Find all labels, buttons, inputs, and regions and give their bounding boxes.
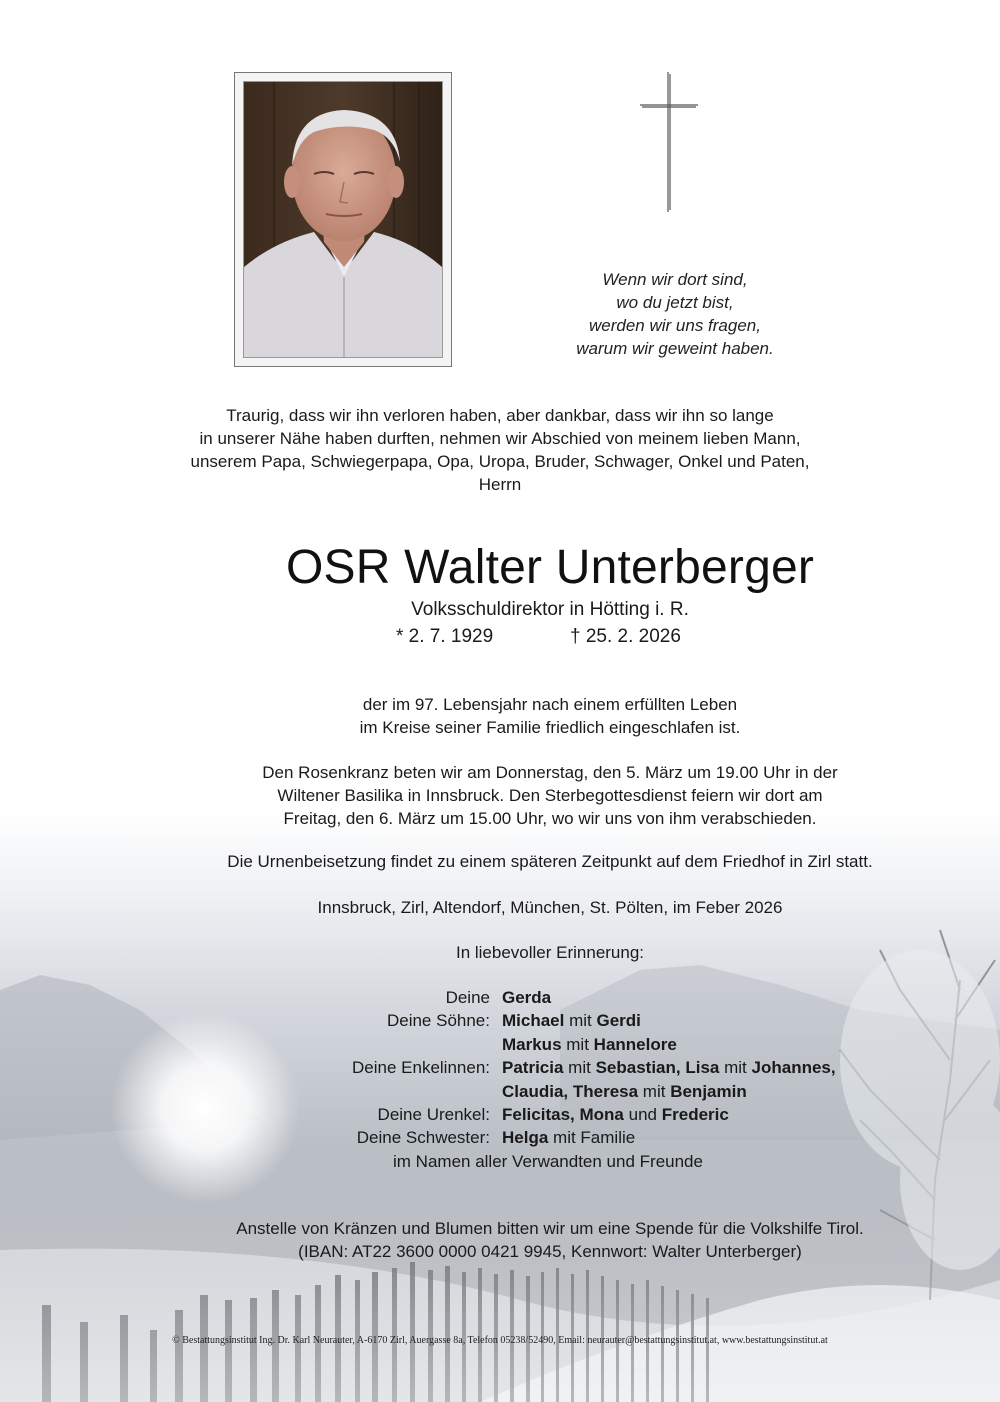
deceased-name: OSR Walter Unterberger xyxy=(285,541,815,594)
deceased-title: Volksschuldirektor in Hötting i. R. xyxy=(411,599,689,620)
death-date: † 25. 2. 2026 xyxy=(570,626,681,647)
services-line: Wiltener Basilika in Innsbruck. Den Sterbegottesdienst feiern wir dort am xyxy=(277,786,823,805)
family-member: Gerda xyxy=(502,988,552,1007)
poem-line: werden wir uns fragen, xyxy=(589,316,761,335)
family-row-grandchildren: Deine Enkelinnen: Patricia mit Sebastian, Lisa mit Johannes, xyxy=(0,1056,1000,1079)
family-member: Felicitas xyxy=(502,1104,571,1124)
family-row-wife xyxy=(0,986,1000,1009)
family-member: Mona xyxy=(579,1104,624,1124)
family-member: Helga xyxy=(502,1128,549,1148)
poem-line: warum wir geweint haben. xyxy=(576,339,774,358)
portrait-photo-frame xyxy=(234,72,452,367)
family-row-sons-2 xyxy=(0,1033,1000,1056)
connector: mit xyxy=(569,1011,592,1031)
connector: mit xyxy=(566,1034,589,1054)
urn-burial-text: Die Urnenbeisetzung findet zu einem späteren Zeitpunkt auf dem Friedhof in Zirl statt. xyxy=(227,852,873,871)
connector: mit Familie xyxy=(553,1128,636,1148)
connector: mit xyxy=(724,1058,747,1078)
cross-icon xyxy=(636,70,702,214)
family-member: Sebastian xyxy=(595,1058,676,1078)
services-line: Den Rosenkranz beten wir am Donnerstag, den 5. März um 19.00 Uhr in der xyxy=(262,763,838,782)
family-member: Theresa xyxy=(572,1081,639,1101)
family-member: Claudia xyxy=(502,1081,564,1101)
poem-line: wo du jetzt bist, xyxy=(616,293,734,312)
passing-line: der im 97. Lebensjahr nach einem erfüllten Leben xyxy=(362,695,738,714)
funeral-home-footer: © Bestattungsinstitut Ing. Dr. Karl Neurauter, A-6170 Zirl, Auergasse 8a, Telefon 05238/52490, Email: neurauter@bestattungsinstitut.at, www.bestattungsinstitut.at xyxy=(172,1335,828,1346)
family-row-grandchildren-2: Claudia, Theresa mit Benjamin xyxy=(502,1081,747,1101)
family-closing: im Namen aller Verwandten und Freunde xyxy=(393,1151,703,1171)
family-member: Benjamin xyxy=(670,1081,747,1101)
family-member: Gerdi xyxy=(596,1011,641,1031)
intro-line: Herrn xyxy=(478,475,522,494)
services-line: Freitag, den 6. März um 15.00 Uhr, wo wir uns von ihm verabschieden. xyxy=(283,809,817,828)
donation-request xyxy=(100,1217,1000,1263)
poem-line: Wenn wir dort sind, xyxy=(602,270,748,289)
portrait-photo xyxy=(243,81,443,358)
family-label: Deine Urenkel: xyxy=(377,1104,490,1124)
family-member: Patricia xyxy=(502,1058,564,1078)
connector: und xyxy=(628,1104,657,1124)
family-member: Johannes xyxy=(751,1058,831,1078)
family-member: Lisa xyxy=(685,1058,720,1078)
family-member: Hannelore xyxy=(593,1034,677,1054)
family-row-closing xyxy=(0,1150,1000,1173)
family-row-sons xyxy=(0,1009,1000,1032)
family-row-sister xyxy=(0,1126,1000,1149)
family-member: Markus xyxy=(502,1034,562,1054)
intro-line: Traurig, dass wir ihn verloren haben, aber dankbar, dass wir ihn so lange xyxy=(226,406,774,425)
family-row-great-grandchildren: Deine Urenkel: Felicitas, Mona und Frederic xyxy=(0,1103,1000,1126)
place-and-date: Innsbruck, Zirl, Altendorf, München, St. Pölten, im Feber 2026 xyxy=(317,898,783,917)
remembrance-heading: In liebevoller Erinnerung: xyxy=(455,943,645,962)
birth-date: * 2. 7. 1929 xyxy=(396,626,494,647)
passing-line: im Kreise seiner Familie friedlich eingeschlafen ist. xyxy=(359,718,741,737)
intro-line: in unserer Nähe haben durften, nehmen wir Abschied von meinem lieben Mann, xyxy=(199,429,801,448)
passing-text xyxy=(100,693,1000,739)
connector: mit xyxy=(642,1081,666,1101)
connector: mit xyxy=(568,1058,591,1078)
family-member: Michael xyxy=(502,1011,565,1031)
family-member: Frederic xyxy=(661,1104,729,1124)
family-label: Deine xyxy=(445,988,490,1007)
family-list xyxy=(0,986,1000,1173)
services-text xyxy=(100,761,1000,830)
memorial-poem xyxy=(540,268,810,360)
intro-text xyxy=(150,404,850,496)
donation-line: Anstelle von Kränzen und Blumen bitten wir um eine Spende für die Volkshilfe Tirol. xyxy=(236,1219,864,1238)
family-label: Deine Söhne: xyxy=(386,1011,490,1031)
family-label: Deine Enkelinnen: xyxy=(352,1058,490,1078)
donation-line: (IBAN: AT22 3600 0000 0421 9945, Kennwort: Walter Unterberger) xyxy=(298,1242,802,1261)
portrait-image xyxy=(244,82,442,357)
intro-line: unserem Papa, Schwiegerpapa, Opa, Uropa, Bruder, Schwager, Onkel und Paten, xyxy=(190,452,810,471)
family-label: Deine Schwester: xyxy=(356,1128,490,1148)
